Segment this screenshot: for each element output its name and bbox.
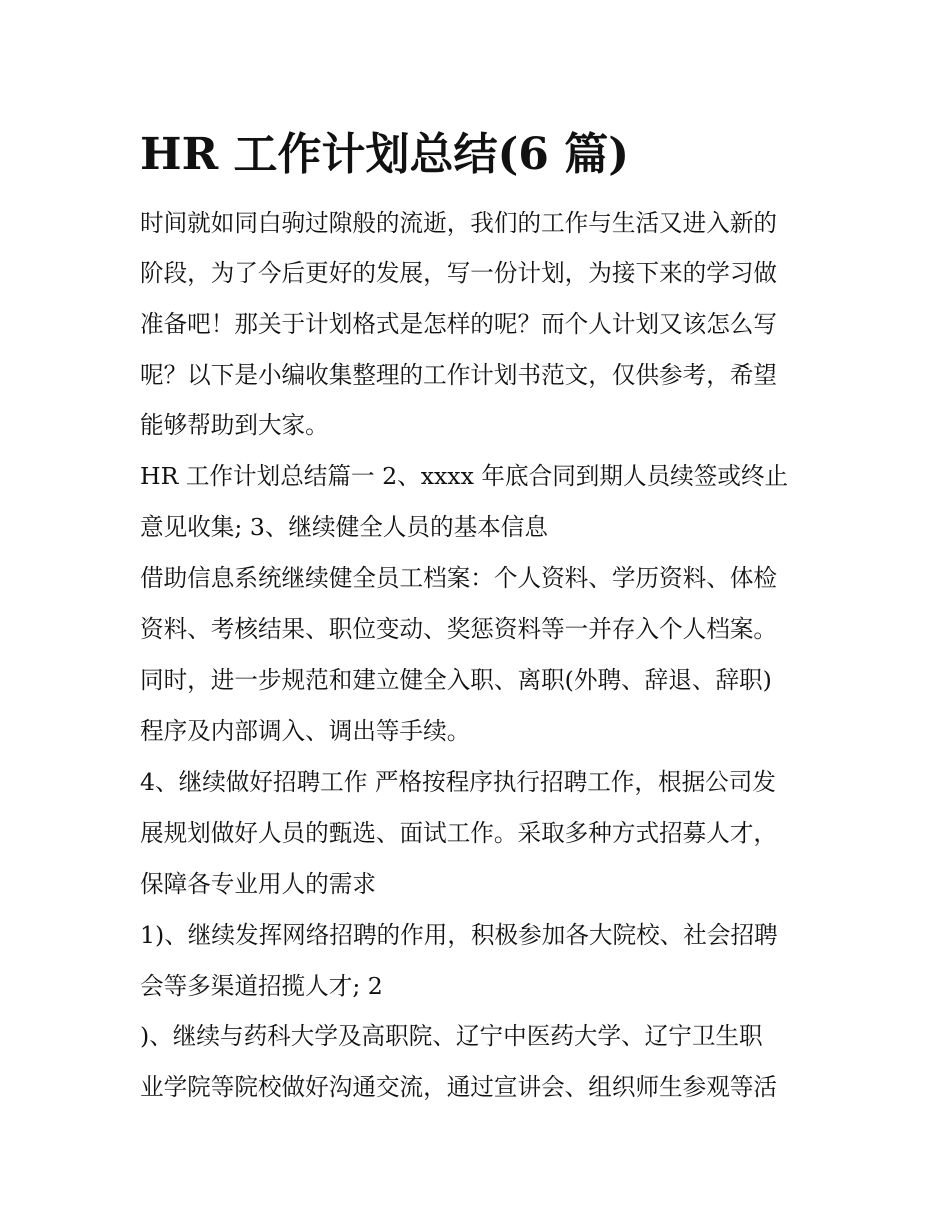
body-text-line: 能够帮助到大家。 [140,411,329,439]
body-text-line: 同时，进一步规范和建立健全入职、离职(外聘、辞退、辞职) [140,666,772,694]
body-text-line: 阶段，为了今后更好的发展，写一份计划，为接下来的学习做 [140,259,778,287]
body-text-line: 借助信息系统继续健全员工档案：个人资料、学历资料、体检 [140,564,778,592]
body-text-line: 4、继续做好招聘工作 严格按程序执行招聘工作，根据公司发 [140,768,776,796]
body-text-line: 展规划做好人员的甄选、面试工作。采取多种方式招募人才， [140,819,778,847]
document-title: HR 工作计划总结(6 篇) [140,129,630,180]
body-text-line: 资料、考核结果、职位变动、奖惩资料等一并存入个人档案。 [140,615,778,643]
body-text-line: 保障各专业用人的需求 [140,870,376,898]
body-text-line: 会等多渠道招揽人才; 2 [140,972,383,1000]
body-text-line: 时间就如同白驹过隙般的流逝，我们的工作与生活又进入新的 [140,209,778,237]
body-text-line: 业学院等院校做好沟通交流，通过宣讲会、组织师生参观等活 [140,1073,778,1101]
body-text-line: 呢？以下是小编收集整理的工作计划书范文，仅供参考，希望 [140,361,778,389]
body-text-line: 程序及内部调入、调出等手续。 [140,717,471,745]
body-text-line: 1)、继续发挥网络招聘的作用，积极参加各大院校、社会招聘 [140,921,778,949]
body-text-line: HR 工作计划总结篇一 2、xxxx 年底合同到期人员续签或终止 [140,462,789,490]
body-text-line: 意见收集; 3、继续健全人员的基本信息 [140,513,548,541]
body-text-line: 准备吧！那关于计划格式是怎样的呢？而个人计划又该怎么写 [140,310,778,338]
body-text-line: )、继续与药科大学及高职院、辽宁中医药大学、辽宁卫生职 [140,1022,763,1050]
